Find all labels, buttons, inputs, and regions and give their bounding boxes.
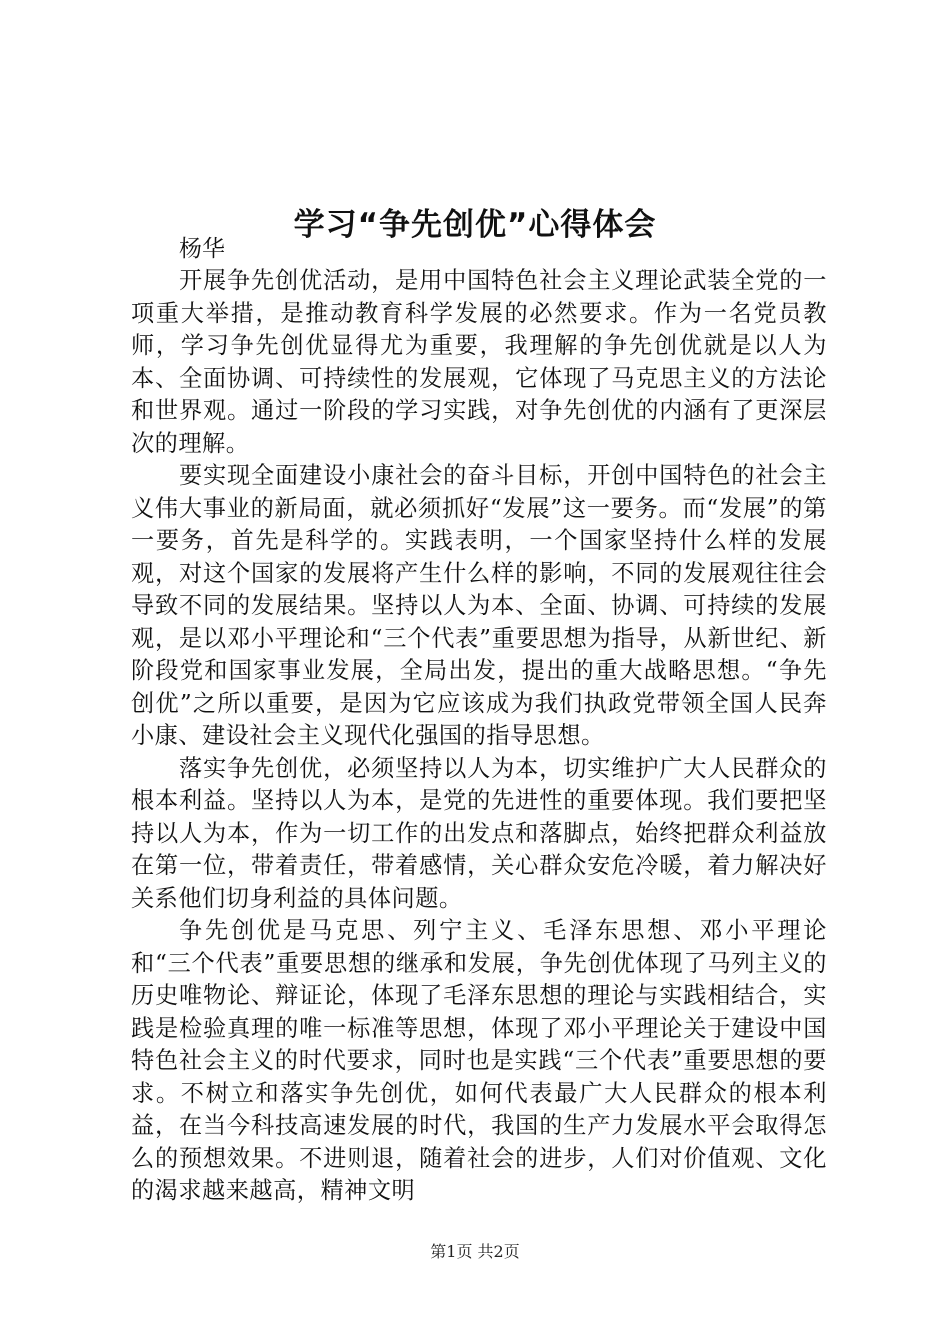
document-title: 学习“争先创优”心得体会 (293, 206, 657, 243)
page-number-footer: 第1页 共2页 (430, 1242, 520, 1261)
paragraph-1: 开展争先创优活动，是用中国特色社会主义理论武装全党的一项重大举措，是推动教育科学发展的必然要求。作为一名党员教师，学习争先创优显得尤为重要，我理解的争先创优就是以人为本、全面协调、可持续性的发展观，它体现了马克思主义的方法论和世界观。通过一阶段的学习实践，对争先创优的内涵有了更深层次的理解。 (131, 267, 827, 457)
paragraph-4: 争先创优是马克思、列宁主义、毛泽东思想、邓小平理论和“三个代表”重要思想的继承和发展，争先创优体现了马列主义的历史唯物论、辩证论，体现了毛泽东思想的理论与实践相结合，实践是检验真理的唯一标准等思想，体现了邓小平理论关于建设中国特色社会主义的时代要求，同时也是实践“三个代表”重要思想的要求。不树立和落实争先创优，如何代表最广大人民群众的根本利益，在当今科技高速发展的时代，我国的生产力发展水平会取得怎么的预想效果。不进则退，随着社会的进步，人们对价值观、文化的渴求越来越高，精神文明 (131, 917, 827, 1204)
author-name: 杨华 (179, 236, 225, 262)
paragraph-2: 要实现全面建设小康社会的奋斗目标，开创中国特色的社会主义伟大事业的新局面，就必须抓好“发展”这一要务。而“发展”的第一要务，首先是科学的。实践表明，一个国家坚持什么样的发展观，对这个国家的发展将产生什么样的影响，不同的发展观往往会导致不同的发展结果。坚持以人为本、全面、协调、可持续的发展观，是以邓小平理论和“三个代表”重要思想为指导，从新世纪、新阶段党和国家事业发展，全局出发，提出的重大战略思想。“争先创优”之所以重要，是因为它应该成为我们执政党带领全国人民奔小康、建设社会主义现代化强国的指导思想。 (131, 462, 827, 749)
document-body (131, 233, 827, 1208)
paragraph-3: 落实争先创优，必须坚持以人为本，切实维护广大人民群众的根本利益。坚持以人为本，是党的先进性的重要体现。我们要把坚持以人为本，作为一切工作的出发点和落脚点，始终把群众利益放在第一位，带着责任，带着感情，关心群众安危冷暖，着力解决好关系他们切身利益的具体问题。 (131, 754, 827, 912)
